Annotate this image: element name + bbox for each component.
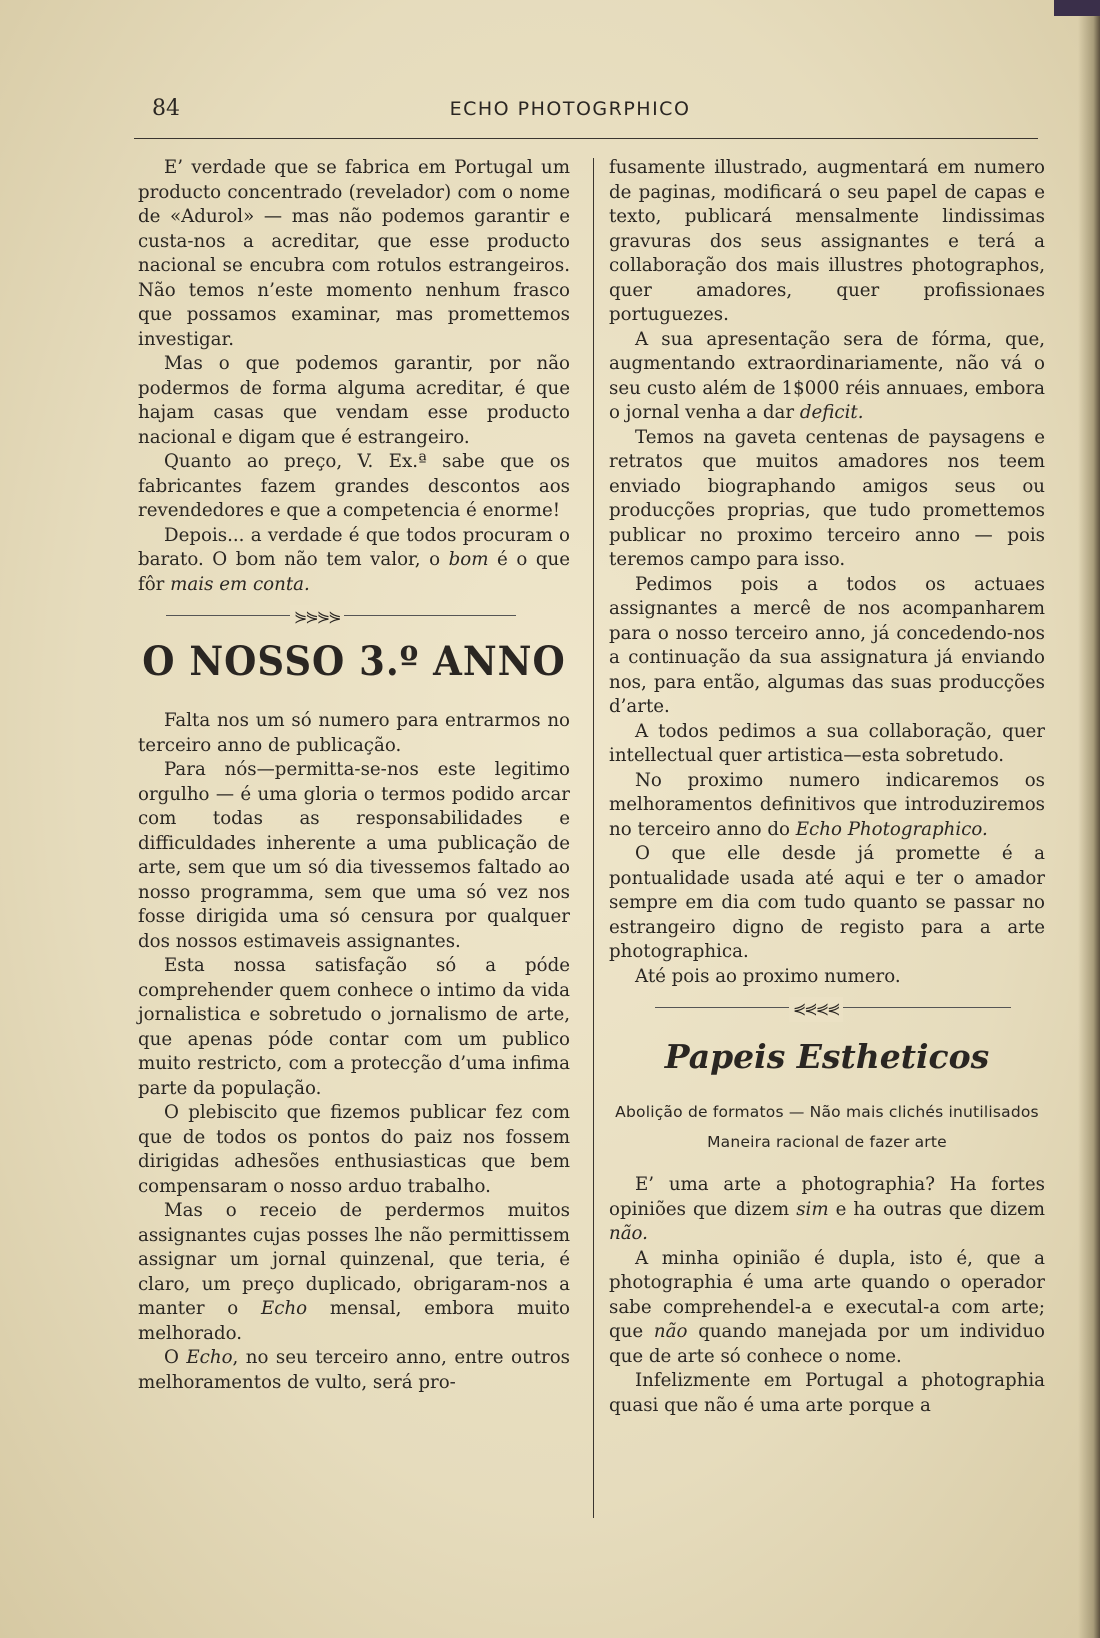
paragraph <box>609 328 1045 426</box>
text-run: E’ uma arte a photographia? Ha fortes opiniões que dizem <box>609 1174 1045 1220</box>
text-run: e ha outras que dizem <box>828 1198 1045 1220</box>
section-subtitle: Abolição de formatos — Não mais clichés inutilisados <box>615 1103 1039 1121</box>
paragraph <box>609 1247 1045 1370</box>
right-column <box>609 156 1045 1418</box>
left-column <box>138 156 570 1395</box>
section-separator <box>609 995 1045 1021</box>
paragraph <box>609 769 1045 843</box>
text-run: No proximo numero indicaremos os melhoramentos definitivos que introduziremos no terceiro anno do <box>609 769 1045 840</box>
header-rule <box>134 138 1038 139</box>
paragraph: O que elle desde já promette é a pontualidade usada até aqui e ter o amador sempre em dia com tudo quanto se passar no estrangeiro digno de registo para a arte photographica. <box>609 843 1045 962</box>
paragraph: O plebiscito que fizemos publicar fez com que de todos os pontos do paiz nos fossem dirigidas adhesões enthusiasticas que bem compensaram o nosso arduo trabalho. <box>138 1102 570 1197</box>
text-run: é o que fôr <box>138 549 570 595</box>
paragraph: Infelizmente em Portugal a photographia quasi que não é uma arte porque a <box>609 1370 1045 1416</box>
paragraph: Para nós—permitta-se-nos este legitimo orgulho — é uma gloria o termos podido arcar com todas as responsabilidades e difficuldades inherente a uma publicação de arte, sem que um só dia tivessemos faltado ao nosso programma, sem que uma só vez nos fosse dirigida uma só censura por qualquer dos nossos estimaveis assignantes. <box>138 759 570 952</box>
text-run: A sua apresentação sera de fórma, que, augmentando extraordinariamente, não vá o seu custo além de 1$000 réis annuaes, embora o jornal venha a dar <box>609 328 1045 423</box>
paragraph <box>138 1199 570 1346</box>
text-run: quando manejada por um individuo que de arte só conhece o nome. <box>609 1321 1045 1367</box>
text-run: Depois... a verdade é que todos procuram o barato. O bom não tem valor, o <box>138 524 570 570</box>
italic-text: Echo <box>260 1298 308 1319</box>
page-edge-shadow <box>1078 0 1100 1638</box>
running-head-title: ECHO PHOTOGRPHICO <box>449 98 691 120</box>
page-number: 84 <box>152 96 180 121</box>
paragraph: Falta nos um só numero para entrarmos no terceiro anno de publicação. <box>138 710 570 756</box>
text-run: Mas o receio de perdermos muitos assignantes cujas posses lhe não permittissem assignar um jornal quinzenal, que teria, é claro, um preço duplicado, obrigaram-nos a manter o <box>138 1200 570 1319</box>
paragraph: Até pois ao proximo numero. <box>635 965 901 987</box>
ornament: ⋟⋟⋟⋟ <box>290 605 344 630</box>
paragraph <box>138 524 570 598</box>
article-headline: O NOSSO 3.º ANNO <box>142 637 566 685</box>
italic-text: mais em conta. <box>170 573 310 595</box>
paragraph: Temos na gaveta centenas de paysagens e retratos que muitos amadores nos teem enviado biographando amigos seus ou producções proprias, que tudo promettemos publicar no proximo terceiro anno — pois teremos campo para isso. <box>609 426 1045 570</box>
paragraph: Pedimos pois a todos os actuaes assignantes a mercê de nos acompanharem para o nosso terceiro anno, já concedendo-nos a continuação da sua assignatura já enviando nos, para então, algumas das suas producções d’arte. <box>609 573 1045 717</box>
binding-corner <box>1054 0 1100 16</box>
paragraph: E’ verdade que se fabrica em Portugal um producto concentrado (revelador) com o nome de «Adurol» — mas não podemos garantir e custa-nos a acreditar, que esse producto nacional se encubra com rotulos estrangeiros. Não temos n’este momento nenhum frasco que possamos examinar, mas promettemos investigar. <box>138 157 570 350</box>
text-run: , no seu terceiro anno, entre outros melhoramentos de vulto, será pro- <box>138 1347 570 1393</box>
italic-text: deficit. <box>799 402 864 423</box>
italic-text: não. <box>609 1223 648 1244</box>
text-run: mensal, embora muito melhorado. <box>138 1298 570 1344</box>
section-subtitle: Maneira racional de fazer arte <box>707 1133 947 1151</box>
column-divider <box>593 158 594 1518</box>
section-separator <box>138 603 570 629</box>
italic-text: Echo Photographico. <box>795 818 988 840</box>
ornament: ⋞⋞⋞⋞ <box>789 997 843 1022</box>
italic-text: Echo <box>186 1347 233 1368</box>
italic-text: não <box>653 1321 688 1342</box>
paragraph: Esta nossa satisfação só a póde comprehender quem conhece o intimo da vida jornalistica e sobretudo o jornalismo de arte, que apenas póde contar com um publico muito restricto, com a protecção d’uma infima parte da população. <box>138 955 570 1099</box>
paragraph: Mas o que podemos garantir, por não podermos de forma alguma acreditar, é que hajam casas que vendam esse producto nacional e digam que é estrangeiro. <box>138 353 570 448</box>
italic-text: bom <box>448 549 489 570</box>
italic-text: sim <box>796 1198 829 1220</box>
paragraph: A todos pedimos a sua collaboração, quer intellectual quer artistica—esta sobretudo. <box>609 720 1045 766</box>
paragraph: fusamente illustrado, augmentará em numero de paginas, modificará o seu papel de capas e texto, publicará mensalmente lindissimas gravuras dos seus assignantes e terá a collaboração dos mais illustres photographos, quer amadores, quer profissionaes portuguezes. <box>609 157 1045 325</box>
text-run: A minha opinião é dupla, isto é, que a photographia é uma arte quando o operador sabe comprehendel-a e executal-a com arte; que <box>609 1247 1045 1342</box>
section-title: Papeis Estheticos <box>664 1037 990 1076</box>
paragraph <box>138 1346 570 1395</box>
paragraph: Quanto ao preço, V. Ex.ª sabe que os fabricantes fazem grandes descontos aos revendedores e que a competencia é enorme! <box>138 451 570 521</box>
text-run: O <box>164 1347 187 1368</box>
paragraph <box>609 1173 1045 1247</box>
